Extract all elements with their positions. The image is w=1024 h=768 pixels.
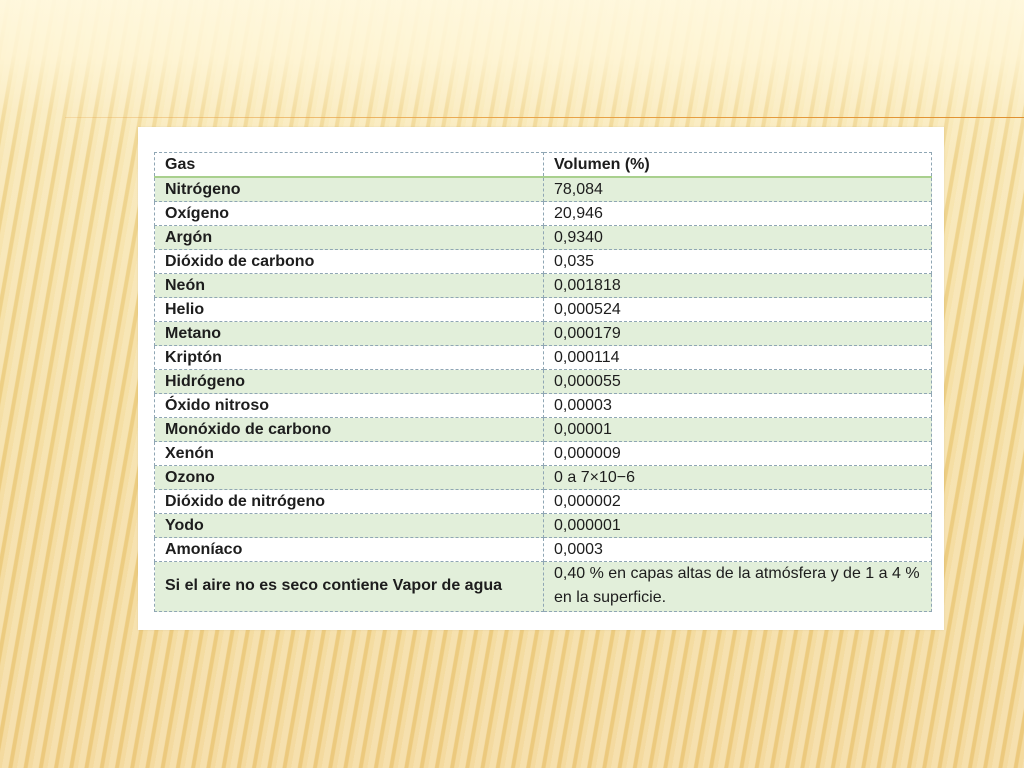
gas-name-cell: Xenón: [155, 442, 544, 466]
table-row: [155, 322, 932, 346]
table-row: [155, 274, 932, 298]
table-row: [155, 418, 932, 442]
gas-name-cell: Monóxido de carbono: [155, 418, 544, 442]
volume-cell: 20,946: [544, 202, 932, 226]
table-row: [155, 394, 932, 418]
table-row: [155, 177, 932, 202]
volume-cell: 0,000009: [544, 442, 932, 466]
gas-name-cell: Si el aire no es seco contiene Vapor de agua: [155, 562, 544, 612]
volume-cell: 0 a 7×10−6: [544, 466, 932, 490]
gas-composition-table: [154, 152, 932, 612]
volume-cell: 0,001818: [544, 274, 932, 298]
volume-cell: 0,000524: [544, 298, 932, 322]
gas-name-cell: Neón: [155, 274, 544, 298]
title-divider-line: [65, 117, 1024, 118]
column-header-volume: Volumen (%): [544, 153, 932, 178]
gas-name-cell: Nitrógeno: [155, 177, 544, 202]
volume-cell: 0,00003: [544, 394, 932, 418]
table-row: [155, 298, 932, 322]
volume-cell: 0,000114: [544, 346, 932, 370]
table-row: [155, 202, 932, 226]
column-header-gas: Gas: [155, 153, 544, 178]
gas-name-cell: Dióxido de nitrógeno: [155, 490, 544, 514]
gas-name-cell: Helio: [155, 298, 544, 322]
gas-name-cell: Argón: [155, 226, 544, 250]
table-row: [155, 538, 932, 562]
volume-cell: 0,035: [544, 250, 932, 274]
volume-cell: 0,000002: [544, 490, 932, 514]
table-row: [155, 442, 932, 466]
gas-name-cell: Dióxido de carbono: [155, 250, 544, 274]
gas-name-cell: Óxido nitroso: [155, 394, 544, 418]
table-row: [155, 466, 932, 490]
gas-name-cell: Kriptón: [155, 346, 544, 370]
volume-cell: 0,9340: [544, 226, 932, 250]
volume-cell: 0,40 % en capas altas de la atmósfera y de 1 a 4 % en la superficie.: [544, 562, 932, 612]
table-row: [155, 370, 932, 394]
gas-name-cell: Hidrógeno: [155, 370, 544, 394]
gas-name-cell: Yodo: [155, 514, 544, 538]
table-row: [155, 250, 932, 274]
gas-name-cell: Amoníaco: [155, 538, 544, 562]
volume-cell: 0,00001: [544, 418, 932, 442]
table-header-row: [155, 153, 932, 178]
volume-cell: 78,084: [544, 177, 932, 202]
table-row: [155, 226, 932, 250]
table-image-panel: [138, 127, 944, 630]
table-row: [155, 562, 932, 612]
volume-cell: 0,0003: [544, 538, 932, 562]
table-row: [155, 346, 932, 370]
table-row: [155, 514, 932, 538]
volume-cell: 0,000179: [544, 322, 932, 346]
gas-name-cell: Oxígeno: [155, 202, 544, 226]
table-row: [155, 490, 932, 514]
volume-cell: 0,000001: [544, 514, 932, 538]
gas-name-cell: Metano: [155, 322, 544, 346]
gas-name-cell: Ozono: [155, 466, 544, 490]
volume-cell: 0,000055: [544, 370, 932, 394]
